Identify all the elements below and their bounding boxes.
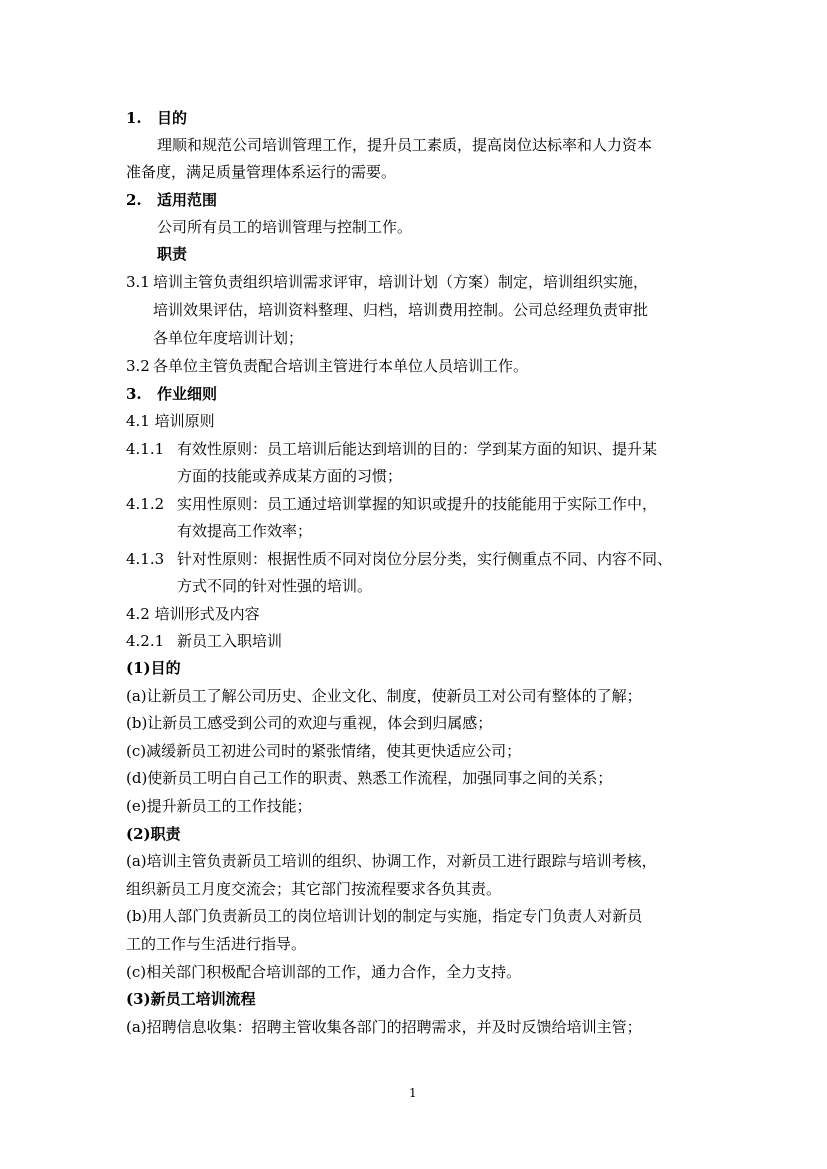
section-1-title: 目的 [157, 109, 188, 127]
item-3-1-line-2: 培训效果评估，培训资料整理、归档，培训费用控制。公司总经理负责审批 [153, 301, 649, 319]
page-number: 1 [409, 1086, 417, 1100]
item-4-2-1-number: 4.2.1 [126, 632, 165, 650]
item-3-1-number: 3.1 [126, 273, 150, 291]
responsibility-title: 职责 [157, 245, 188, 263]
item-4-2-1-text: 新员工入职培训 [177, 632, 283, 650]
duty-b-line-1: (b)用人部门负责新员工的岗位培训计划的制定与实施，指定专门负责人对新员 [126, 907, 643, 925]
section-2-title: 适用范围 [157, 191, 218, 209]
item-3-2-text: 各单位主管负责配合培训主管进行本单位人员培训工作。 [153, 357, 529, 375]
section-2-number: 2. [126, 191, 142, 209]
item-4-1-2-line-2: 有效提高工作效率； [177, 522, 313, 540]
goal-c: (c)减缓新员工初进公司时的紧张情绪，使其更快适应公司； [126, 742, 522, 760]
item-3-1-line-3: 各单位年度培训计划； [153, 329, 304, 347]
section-1-body-line-2: 准备度，满足质量管理体系运行的需要。 [126, 163, 397, 181]
item-3-2-number: 3.2 [126, 357, 150, 375]
goal-a: (a)让新员工了解公司历史、企业文化、制度，使新员工对公司有整体的了解； [126, 687, 642, 705]
section-3-title: 作业细则 [157, 385, 218, 403]
item-4-1-1-line-1: 有效性原则：员工培训后能达到培训的目的：学到某方面的知识、提升某 [177, 440, 658, 458]
item-4-1-1-number: 4.1.1 [126, 440, 165, 458]
goal-d: (d)使新员工明白自己工作的职责、熟悉工作流程，加强同事之间的关系； [126, 769, 613, 787]
item-3-1-line-1: 培训主管负责组织培训需求评审，培训计划（方案）制定，培训组织实施， [153, 273, 649, 291]
subheading-flow: (3)新员工培训流程 [126, 990, 256, 1008]
section-1-number: 1. [126, 109, 142, 127]
section-2-body: 公司所有员工的培训管理与控制工作。 [157, 218, 413, 236]
duty-c: (c)相关部门积极配合培训部的工作，通力合作，全力支持。 [126, 963, 522, 981]
section-4-2-title: 4.2 培训形式及内容 [126, 605, 260, 623]
goal-b: (b)让新员工感受到公司的欢迎与重视，体会到归属感； [126, 714, 493, 732]
duty-a-line-1: (a)培训主管负责新员工培训的组织、协调工作，对新员工进行跟踪与培训考核， [126, 852, 657, 870]
subheading-duty: (2)职责 [126, 825, 181, 843]
goal-e: (e)提升新员工的工作技能； [126, 797, 312, 815]
item-4-1-2-line-1: 实用性原则：员工通过培训掌握的知识或提升的技能能用于实际工作中， [177, 495, 658, 513]
subheading-goal: (1)目的 [126, 659, 181, 677]
section-4-1-title: 4.1 培训原则 [126, 412, 215, 430]
item-4-1-3-number: 4.1.3 [126, 550, 165, 568]
item-4-1-1-line-2: 方面的技能或养成某方面的习惯； [177, 467, 403, 485]
flow-a: (a)招聘信息收集：招聘主管收集各部门的招聘需求，并及时反馈给培训主管； [126, 1018, 642, 1036]
duty-b-line-2: 工的工作与生活进行指导。 [126, 935, 307, 953]
section-3-number: 3. [126, 385, 142, 403]
item-4-1-3-line-2: 方式不同的针对性强的培训。 [177, 577, 373, 595]
item-4-1-3-line-1: 针对性原则：根据性质不同对岗位分层分类，实行侧重点不同、内容不同、 [177, 550, 673, 568]
duty-a-line-2: 组织新员工月度交流会；其它部门按流程要求各负其责。 [126, 880, 502, 898]
section-1-body-line-1: 理顺和规范公司培训管理工作，提升员工素质，提高岗位达标率和人力资本 [157, 136, 653, 154]
item-4-1-2-number: 4.1.2 [126, 495, 165, 513]
